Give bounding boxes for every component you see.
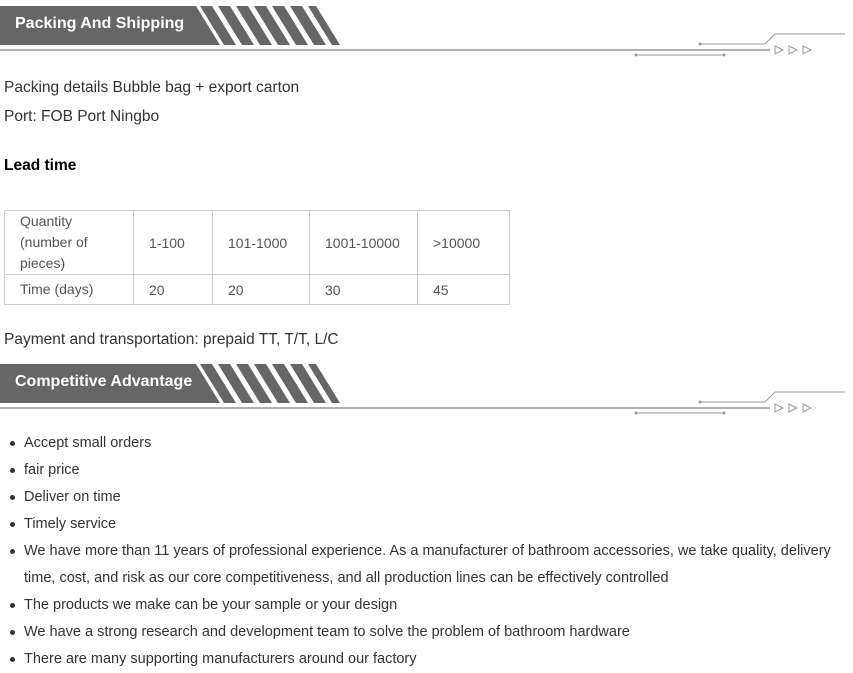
- bullet-icon: [10, 522, 15, 527]
- section-header-packing: [0, 6, 853, 62]
- bullet-icon: [10, 603, 15, 608]
- section-title-packing: Packing And Shipping: [15, 15, 185, 32]
- table-cell: >10000: [418, 211, 510, 275]
- payment-info: Payment and transportation: prepaid TT, T/T, L/C: [4, 331, 339, 348]
- list-item-text: We have more than 11 years of professional experience. As a manufacturer of bathroom accessories, we take quality, delivery time, cost, and risk as our core competitiveness, and all production lines can be effectively controlled: [24, 543, 831, 586]
- bullet-icon: [10, 630, 15, 635]
- list-item: [4, 511, 849, 538]
- table-cell: 101-1000: [213, 211, 310, 275]
- port-info: Port: FOB Port Ningbo: [4, 108, 160, 125]
- table-cell: 45: [418, 275, 510, 305]
- table-cell: 1-100: [134, 211, 213, 275]
- list-item-text: Accept small orders: [24, 435, 152, 451]
- list-item: [4, 430, 849, 457]
- bullet-icon: [10, 495, 15, 500]
- packing-details: Packing details Bubble bag + export carton: [4, 79, 300, 96]
- section-header-advantage: [0, 364, 853, 420]
- list-item-text: Deliver on time: [24, 489, 121, 505]
- triangle-outline-right-icon: [775, 46, 811, 54]
- table-cell: 30: [310, 275, 418, 305]
- list-item: [4, 592, 849, 619]
- list-item-text: There are many supporting manufacturers around our factory: [24, 651, 417, 667]
- lead-time-table: [4, 210, 510, 305]
- list-item: [4, 538, 849, 592]
- triangle-outline-right-icon: [775, 404, 811, 412]
- list-item-text: We have a strong research and development team to solve the problem of bathroom hardware: [24, 624, 630, 640]
- bullet-icon: [10, 441, 15, 446]
- lead-time-heading: Lead time: [4, 157, 77, 174]
- table-row: [5, 275, 510, 305]
- bullet-icon: [10, 657, 15, 662]
- list-item-text: The products we make can be your sample or your design: [24, 597, 398, 613]
- table-cell: Quantity (number of pieces): [5, 211, 134, 275]
- list-item: [4, 457, 849, 484]
- table-cell: 1001-10000: [310, 211, 418, 275]
- list-item: [4, 484, 849, 511]
- list-item: [4, 619, 849, 646]
- list-item-text: fair price: [24, 462, 80, 478]
- stripes-decoration: [200, 6, 340, 45]
- bullet-icon: [10, 549, 15, 554]
- list-item-text: Timely service: [24, 516, 117, 532]
- list-item: [4, 646, 849, 673]
- table-row: [5, 211, 510, 275]
- table-cell: Time (days): [5, 275, 134, 305]
- section-title-advantage: Competitive Advantage: [15, 373, 193, 390]
- table-cell: 20: [213, 275, 310, 305]
- advantages-list: [4, 430, 849, 673]
- table-cell: 20: [134, 275, 213, 305]
- bullet-icon: [10, 468, 15, 473]
- stripes-decoration: [200, 364, 340, 403]
